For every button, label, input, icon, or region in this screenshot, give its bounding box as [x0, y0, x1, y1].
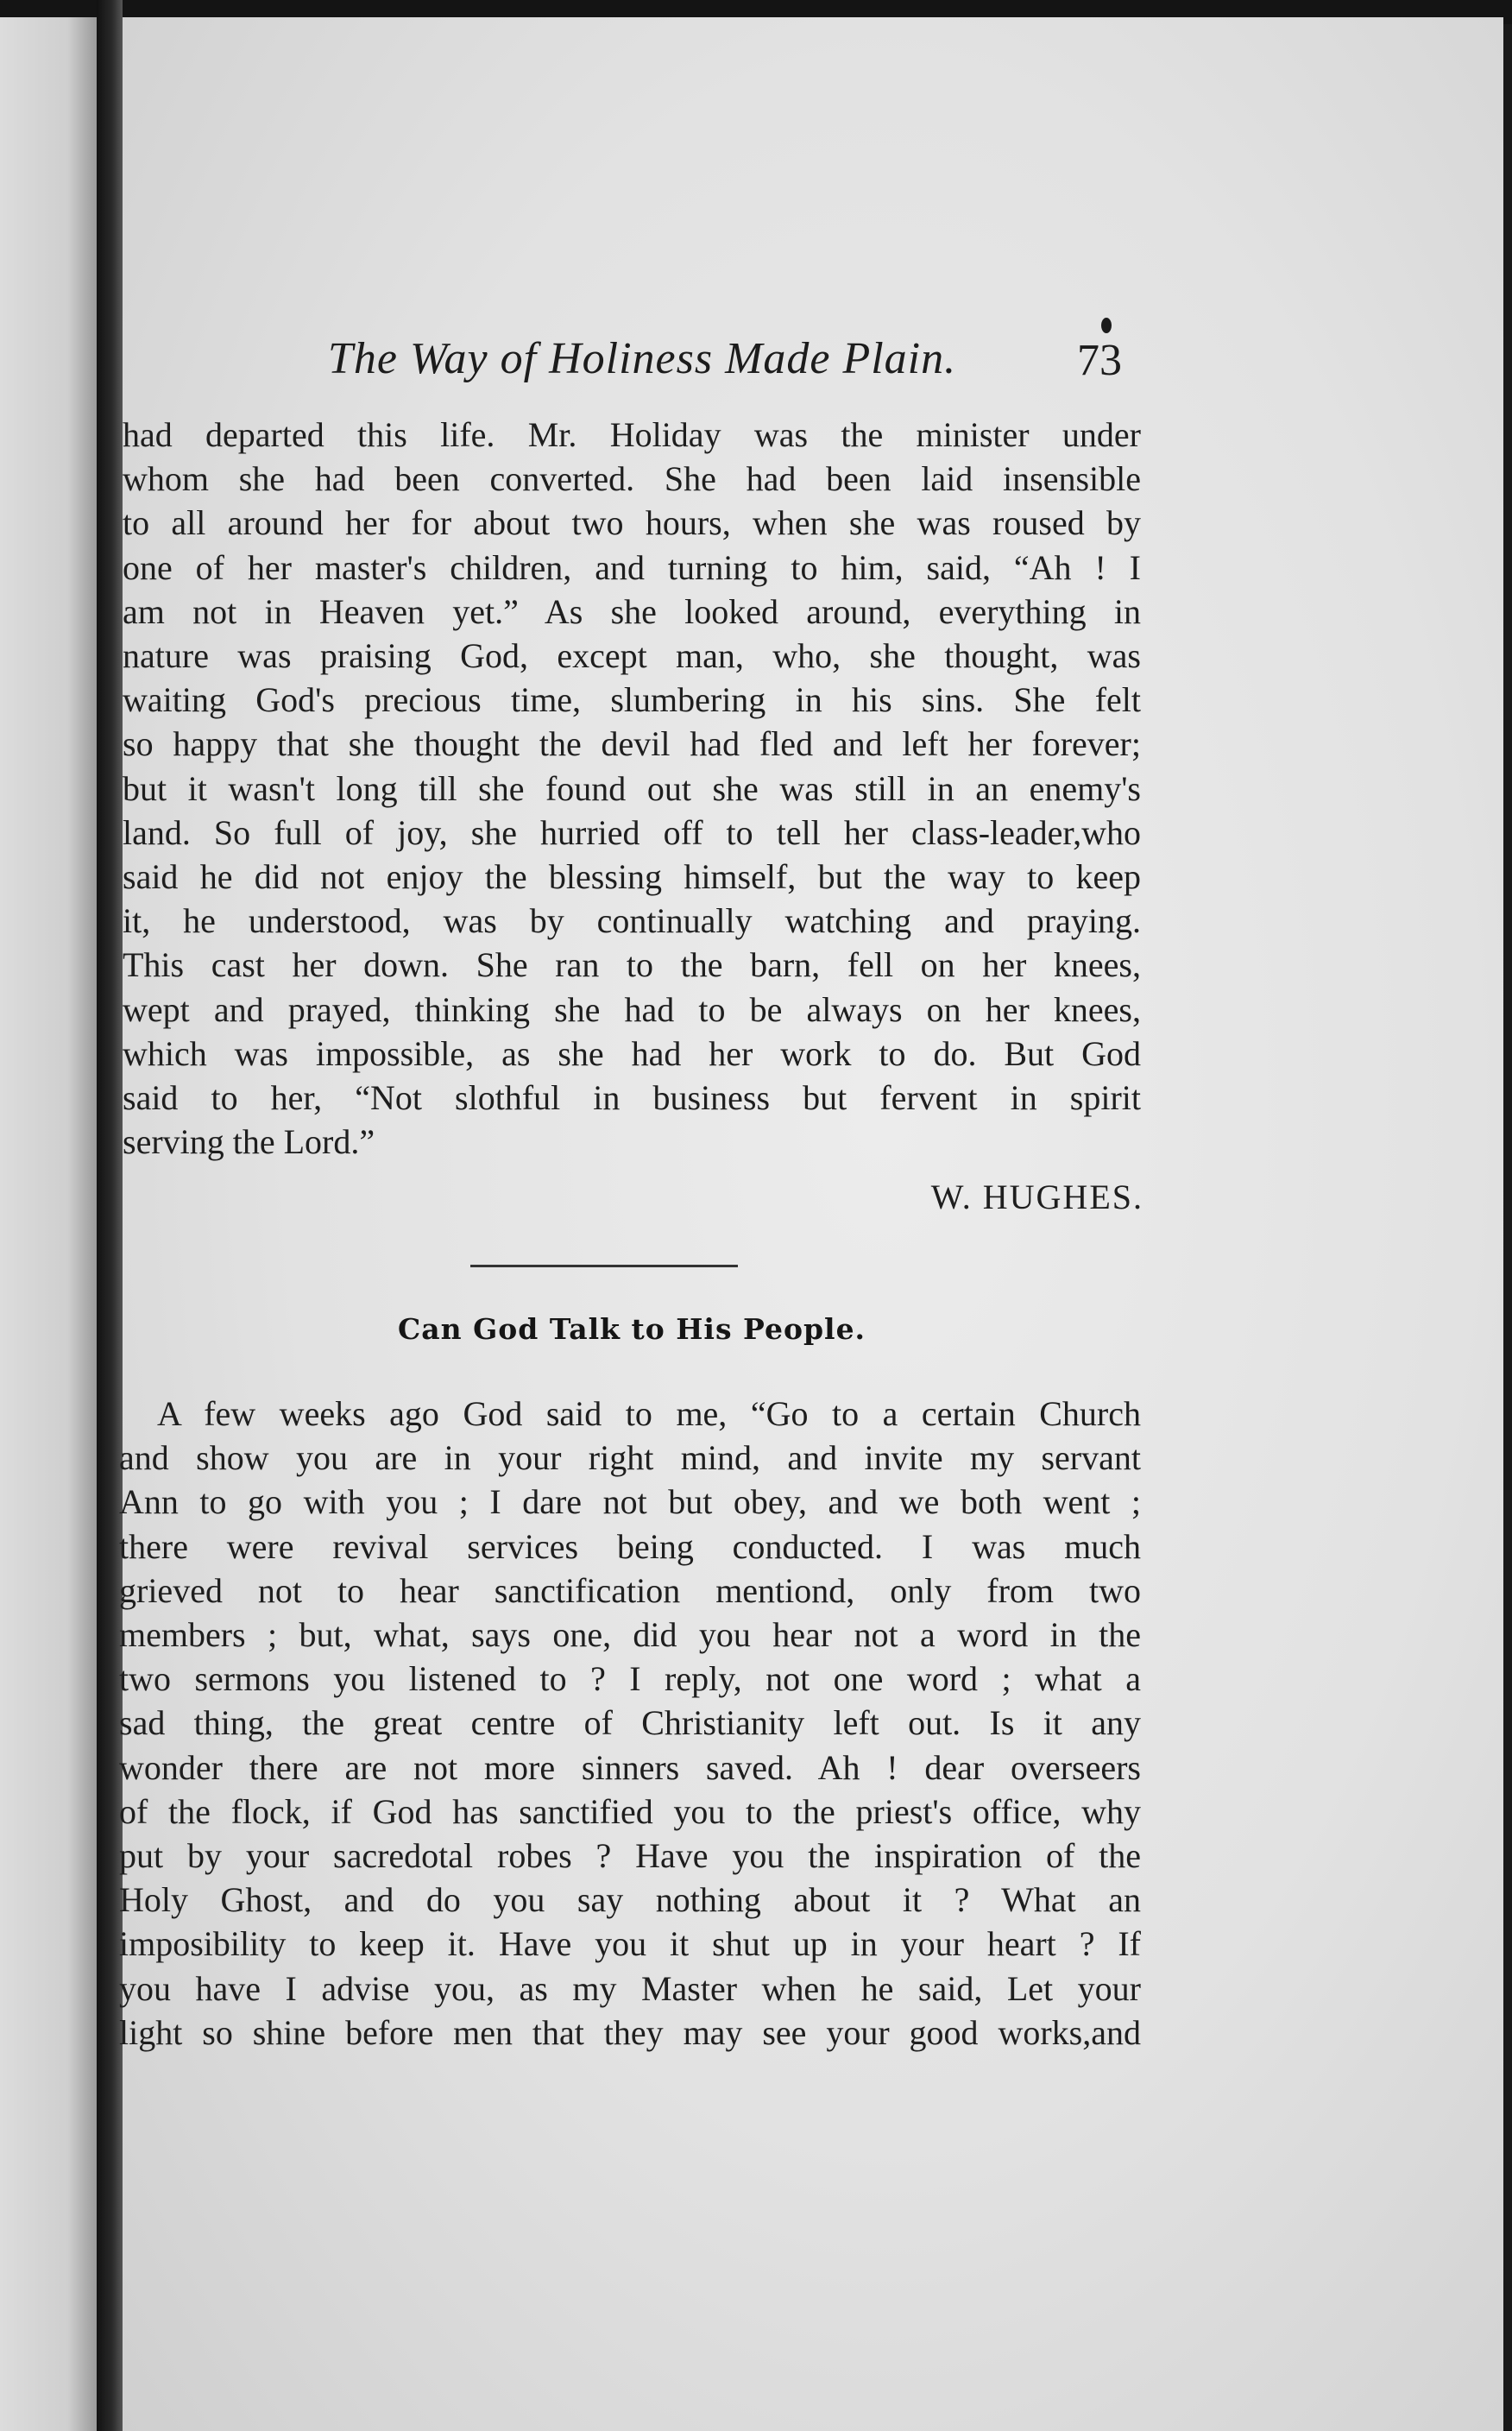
text-line: had departed this life. Mr. Holiday was the minister under [123, 415, 1141, 454]
text-line: waiting God's precious time, slumbering in his sins. She felt [123, 680, 1141, 720]
text-line: which was impossible, as she had her work to do. But God [123, 1033, 1141, 1073]
text-line: and show you are in your right mind, and invite my servant [119, 1438, 1141, 1478]
author-signature: W. HUGHES. [930, 1178, 1143, 1216]
text-line: of the flock, if God has sanctified you to the priest's office, why [119, 1791, 1141, 1831]
testimony-paragraph [123, 413, 1141, 1164]
text-line: one of her master's children, and turning to him, said, “Ah ! I [123, 547, 1141, 587]
text-line: A few weeks ago God said to me, “Go to a certain Church [157, 1394, 1141, 1433]
text-line: it, he understood, was by continually watching and praying. [123, 901, 1141, 941]
text-line: said to her, “Not slothful in business but fervent in spirit [123, 1078, 1141, 1118]
text-line: there were revival services being conducted. I was much [119, 1526, 1141, 1566]
section-heading: Can God Talk to His People. [397, 1312, 866, 1346]
text-line: Ann to go with you ; I dare not but obey, and we both went ; [119, 1482, 1141, 1522]
text-line: but it wasn't long till she found out she was still in an enemy's [123, 768, 1141, 808]
text-line: two sermons you listened to ? I reply, not one word ; what a [119, 1659, 1141, 1699]
book-binding-shadow [97, 0, 123, 2431]
text-line: you have I advise you, as my Master when he said, Let your [119, 1968, 1141, 2008]
text-line: imposibility to keep it. Have you it shut up in your heart ? If [119, 1924, 1141, 1964]
text-line: put by your sacredotal robes ? Have you the inspiration of the [119, 1836, 1141, 1876]
text-line: wonder there are not more sinners saved. Ah ! dear overseers [119, 1747, 1141, 1787]
page-mark-dot [1101, 318, 1112, 333]
text-line: land. So full of joy, she hurried off to tell her class-leader,who [123, 812, 1141, 852]
article-paragraph [119, 1392, 1141, 2055]
text-line: This cast her down. She ran to the barn, fell on her knees, [123, 945, 1141, 985]
text-line: members ; but, what, says one, did you hear not a word in the [119, 1615, 1141, 1655]
text-line: to all around her for about two hours, when she was roused by [123, 503, 1141, 543]
text-line: grieved not to hear sanctification mentiond, only from two [119, 1570, 1141, 1610]
text-line: sad thing, the great centre of Christianity left out. Is it any [119, 1703, 1141, 1743]
text-line: wept and prayed, thinking she had to be always on her knees, [123, 989, 1141, 1029]
text-line: light so shine before men that they may see your good works,and [119, 2012, 1141, 2052]
text-line: Holy Ghost, and do you say nothing about it ? What an [119, 1880, 1141, 1920]
text-line: said he did not enjoy the blessing himself, but the way to keep [123, 857, 1141, 897]
running-title: The Way of Holiness Made Plain. [328, 334, 957, 383]
running-head [328, 318, 1122, 404]
text-line: whom she had been converted. She had been laid insensible [123, 459, 1141, 499]
text-line: so happy that she thought the devil had fled and left her forever; [123, 724, 1141, 764]
section-divider [470, 1265, 738, 1267]
facing-page-edge [0, 17, 97, 2431]
text-line: nature was praising God, except man, who, she thought, was [123, 636, 1141, 676]
text-line: serving the Lord.” [123, 1122, 375, 1162]
text-line: am not in Heaven yet.” As she looked around, everything in [123, 591, 1141, 631]
page-number: 73 [1077, 336, 1122, 385]
